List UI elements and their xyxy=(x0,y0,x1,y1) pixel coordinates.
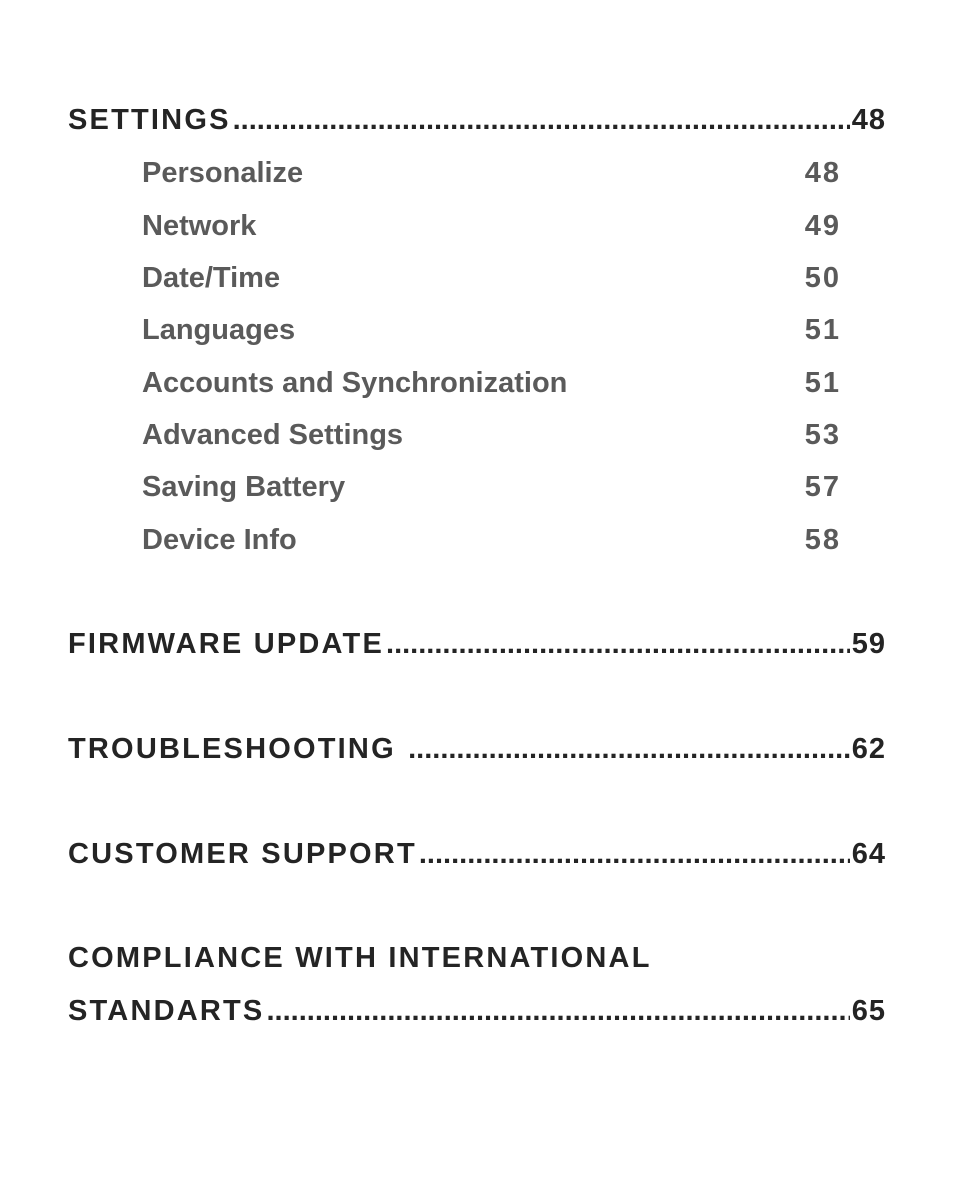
toc-subentry-personalize[interactable] xyxy=(142,157,841,190)
toc-subentry-accounts-sync[interactable] xyxy=(142,367,841,400)
toc-entry-compliance-line1[interactable] xyxy=(68,942,886,975)
toc-subentry-title: Device Info xyxy=(142,524,297,556)
toc-entry-troubleshooting[interactable] xyxy=(68,733,886,766)
toc-subentry-title: Personalize xyxy=(142,157,304,189)
toc-entry-page: 64 xyxy=(851,838,886,870)
toc-subentry-page: 53 xyxy=(804,419,841,451)
toc-subentry-page: 57 xyxy=(804,471,841,503)
toc-subentry-title: Languages xyxy=(142,314,296,346)
toc-subentry-title: Accounts and Synchronization xyxy=(142,367,568,399)
toc-entry-title: FIRMWARE UPDATE xyxy=(68,628,385,660)
toc-subentry-title: Network xyxy=(142,210,257,242)
toc-subentry-advanced-settings[interactable] xyxy=(142,419,841,452)
toc-subentry-title: Saving Battery xyxy=(142,471,346,503)
dot-leader xyxy=(233,104,850,137)
toc-entry-compliance[interactable] xyxy=(68,995,886,1028)
toc-entry-title: SETTINGS xyxy=(68,104,231,136)
toc-entry-title: STANDARTS xyxy=(68,995,265,1027)
toc-subentry-page: 50 xyxy=(804,262,841,294)
toc-entry-page: 59 xyxy=(851,628,886,660)
dot-leader xyxy=(408,733,850,766)
toc-entry-page: 62 xyxy=(851,733,886,765)
toc-entry-customer-support[interactable] xyxy=(68,838,886,871)
toc-subentry-saving-battery[interactable] xyxy=(142,471,841,504)
toc-subentry-device-info[interactable] xyxy=(142,524,841,557)
toc-subentry-page: 51 xyxy=(804,367,841,399)
toc-subentry-page: 51 xyxy=(804,314,841,346)
toc-entry-firmware-update[interactable] xyxy=(68,628,886,661)
toc-subentry-page: 49 xyxy=(804,210,841,242)
dot-leader xyxy=(386,628,850,661)
toc-entry-title: CUSTOMER SUPPORT xyxy=(68,838,417,870)
toc-entry-page: 48 xyxy=(851,104,886,136)
toc-entry-title: COMPLIANCE WITH INTERNATIONAL xyxy=(68,942,652,974)
toc-subentry-page: 58 xyxy=(804,524,841,556)
toc-subentry-date-time[interactable] xyxy=(142,262,841,295)
toc-subentry-network[interactable] xyxy=(142,210,841,243)
toc-subentry-page: 48 xyxy=(804,157,841,189)
dot-leader xyxy=(266,995,849,1028)
toc-subentry-languages[interactable] xyxy=(142,314,841,347)
toc-entry-settings[interactable] xyxy=(68,104,886,137)
toc-entry-page: 65 xyxy=(851,995,886,1027)
toc-subentry-title: Advanced Settings xyxy=(142,419,404,451)
dot-leader xyxy=(419,838,850,871)
toc-entry-title: TROUBLESHOOTING xyxy=(68,733,407,765)
toc-subentry-title: Date/Time xyxy=(142,262,281,294)
